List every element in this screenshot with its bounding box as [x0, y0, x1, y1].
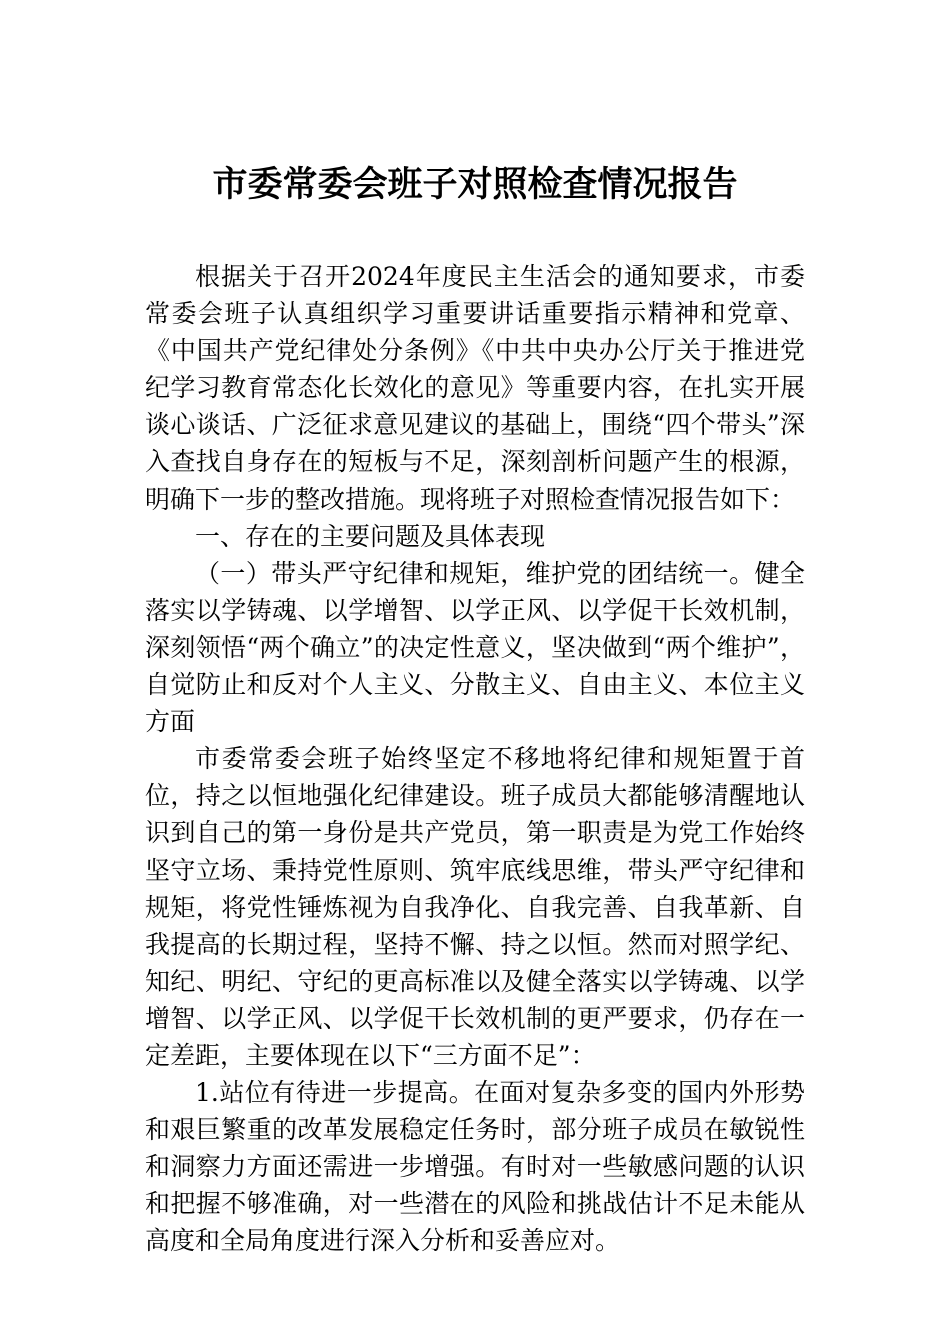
document-body: [145, 258, 805, 1260]
body-paragraph: 市委常委会班子始终坚定不移地将纪律和规矩置于首位，持之以恒地强化纪律建设。班子成员大都能够清醒地认识到自己的第一身份是共产党员，第一职责是为党工作始终坚守立场、秉持党性原则、筑牢底线思维，带头严守纪律和规矩，将党性锤炼视为自我净化、自我完善、自我革新、自我提高的长期过程，坚持不懈、持之以恒。然而对照学纪、知纪、明纪、守纪的更高标准以及健全落实以学铸魂、以学增智、以学正风、以学促干长效机制的更严要求，仍存在一定差距，主要体现在以下“三方面不足”：: [145, 744, 805, 1070]
section-heading: 一、存在的主要问题及具体表现: [195, 521, 546, 551]
intro-paragraph: 根据关于召开2024年度民主生活会的通知要求，市委常委会班子认真组织学习重要讲话重要指示精神和党章、《中国共产党纪律处分条例》《中共中央办公厅关于推进党纪学习教育常态化长效化的意见》等重要内容，在扎实开展谈心谈话、广泛征求意见建议的基础上，围绕“四个带头”深入查找自身存在的短板与不足，深刻剖析问题产生的根源，明确下一步的整改措施。现将班子对照检查情况报告如下：: [145, 262, 805, 514]
subsection-paragraph: （一）带头严守纪律和规矩，维护党的团结统一。健全落实以学铸魂、以学增智、以学正风、以学促干长效机制，深刻领悟“两个确立”的决定性意义，坚决做到“两个维护”，自觉防止和反对个人主义、分散主义、自由主义、本位主义方面: [145, 558, 805, 737]
document-title: 市委常委会班子对照检查情况报告: [212, 164, 738, 205]
numbered-paragraph: 1.站位有待进一步提高。在面对复杂多变的国内外形势和艰巨繁重的改革发展稳定任务时，部分班子成员在敏锐性和洞察力方面还需进一步增强。有时对一些敏感问题的认识和把握不够准确，对一些潜在的风险和挑战估计不足未能从高度和全局角度进行深入分析和妥善应对。: [145, 1078, 805, 1256]
